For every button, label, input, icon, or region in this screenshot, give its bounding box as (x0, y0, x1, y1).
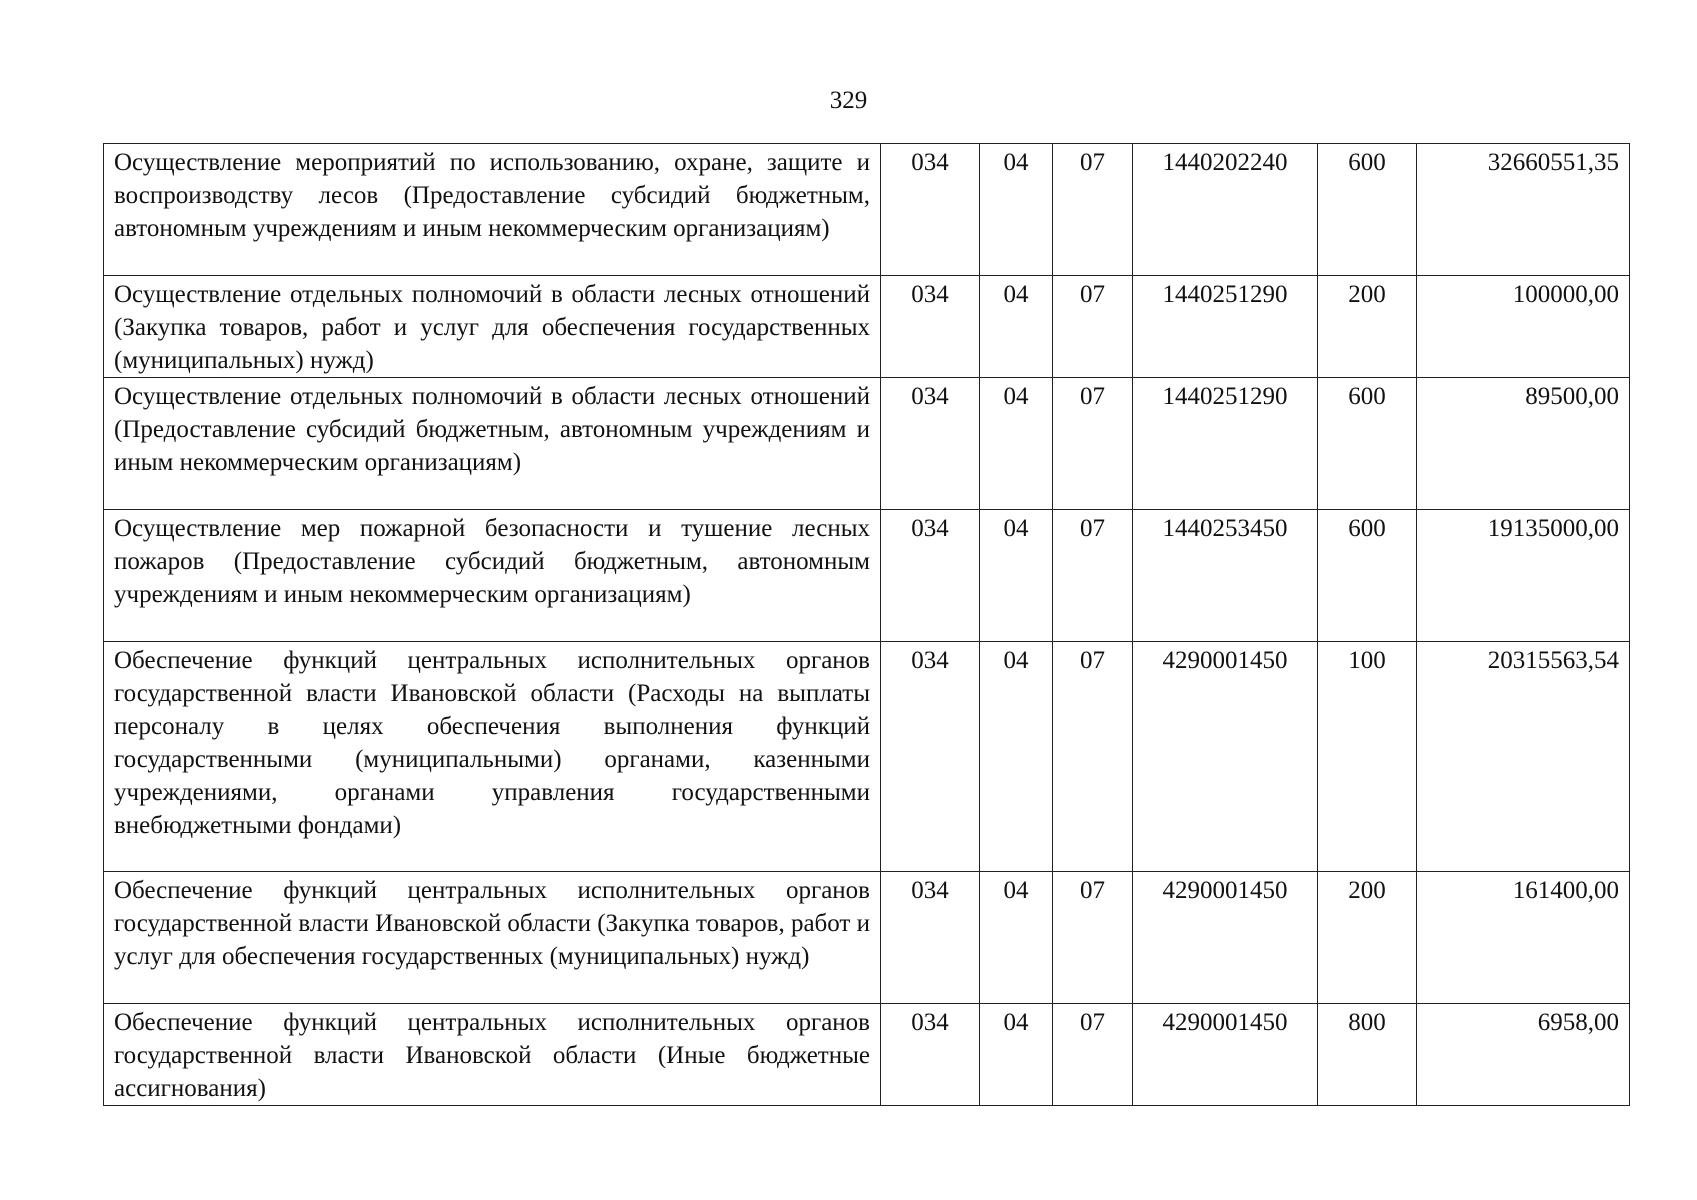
row-target-article: 4290001450 (1133, 1004, 1318, 1106)
row-expense-type: 100 (1318, 642, 1417, 872)
row-section-code: 04 (980, 144, 1053, 276)
row-description: Обеспечение функций центральных исполнительных органов государственной власти Ивановской области (Закупка товаров, работ и услуг для обеспечения государственных (муниципальных) нужд) (104, 872, 881, 1004)
row-section-code: 04 (980, 378, 1053, 510)
row-subsection-code: 07 (1053, 1004, 1133, 1106)
page-number: 329 (829, 87, 868, 114)
row-ministry-code: 034 (881, 378, 980, 510)
table-row (104, 1004, 1630, 1106)
row-target-article: 1440251290 (1133, 276, 1318, 378)
row-description: Осуществление мер пожарной безопасности и тушение лесных пожаров (Предоставление субсидий бюджетным, автономным учреждениям и иным некоммерческим организациям) (104, 510, 881, 642)
row-section-code: 04 (980, 276, 1053, 378)
table-row (104, 378, 1630, 510)
row-target-article: 1440202240 (1133, 144, 1318, 276)
row-ministry-code: 034 (881, 642, 980, 872)
row-amount: 19135000,00 (1417, 510, 1630, 642)
row-ministry-code: 034 (881, 276, 980, 378)
row-section-code: 04 (980, 1004, 1053, 1106)
row-amount: 89500,00 (1417, 378, 1630, 510)
row-ministry-code: 034 (881, 144, 980, 276)
row-expense-type: 600 (1318, 510, 1417, 642)
row-ministry-code: 034 (881, 872, 980, 1004)
row-section-code: 04 (980, 510, 1053, 642)
row-section-code: 04 (980, 872, 1053, 1004)
row-amount: 6958,00 (1417, 1004, 1630, 1106)
row-description: Осуществление мероприятий по использованию, охране, защите и воспроизводству лесов (Предоставление субсидий бюджетным, автономным учреждениям и иным некоммерческим организациям) (104, 144, 881, 276)
table-row (104, 872, 1630, 1004)
table-row (104, 276, 1630, 378)
row-subsection-code: 07 (1053, 378, 1133, 510)
row-description: Обеспечение функций центральных исполнительных органов государственной власти Ивановской области (Иные бюджетные ассигнования) (104, 1004, 881, 1106)
table-row (104, 144, 1630, 276)
row-description: Осуществление отдельных полномочий в области лесных отношений (Закупка товаров, работ и услуг для обеспечения государственных (муниципальных) нужд) (104, 276, 881, 378)
row-target-article: 1440251290 (1133, 378, 1318, 510)
row-section-code: 04 (980, 642, 1053, 872)
row-subsection-code: 07 (1053, 276, 1133, 378)
row-description: Осуществление отдельных полномочий в области лесных отношений (Предоставление субсидий бюджетным, автономным учреждениям и иным некоммерческим организациям) (104, 378, 881, 510)
row-expense-type: 200 (1318, 872, 1417, 1004)
table-row (104, 642, 1630, 872)
row-amount: 100000,00 (1417, 276, 1630, 378)
row-ministry-code: 034 (881, 510, 980, 642)
row-amount: 20315563,54 (1417, 642, 1630, 872)
row-subsection-code: 07 (1053, 872, 1133, 1004)
row-expense-type: 800 (1318, 1004, 1417, 1106)
row-subsection-code: 07 (1053, 510, 1133, 642)
row-expense-type: 600 (1318, 378, 1417, 510)
row-subsection-code: 07 (1053, 144, 1133, 276)
row-target-article: 4290001450 (1133, 642, 1318, 872)
table-row (104, 510, 1630, 642)
row-description: Обеспечение функций центральных исполнительных органов государственной власти Ивановской области (Расходы на выплаты персоналу в целях обеспечения выполнения функций государственными (муниципальными) органами, казенными учреждениями, органами управления государственными внебюджетными фондами) (104, 642, 881, 872)
row-expense-type: 600 (1318, 144, 1417, 276)
row-ministry-code: 034 (881, 1004, 980, 1106)
row-expense-type: 200 (1318, 276, 1417, 378)
row-amount: 32660551,35 (1417, 144, 1630, 276)
row-subsection-code: 07 (1053, 642, 1133, 872)
row-amount: 161400,00 (1417, 872, 1630, 1004)
row-target-article: 1440253450 (1133, 510, 1318, 642)
row-target-article: 4290001450 (1133, 872, 1318, 1004)
budget-table (103, 143, 1630, 1106)
